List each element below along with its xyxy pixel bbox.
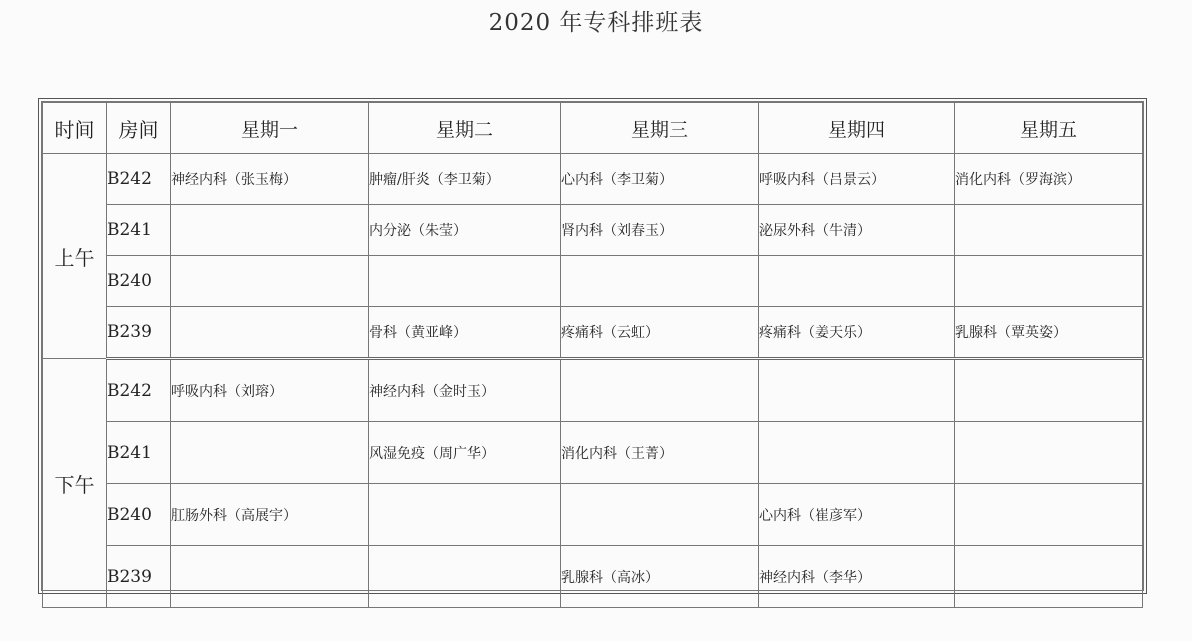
schedule-cell bbox=[171, 205, 369, 256]
schedule-cell: 风湿免疫（周广华） bbox=[369, 422, 561, 484]
schedule-cell bbox=[561, 484, 759, 546]
room-cell: B240 bbox=[107, 484, 171, 546]
table-row bbox=[43, 484, 1143, 546]
table-row bbox=[43, 205, 1143, 256]
schedule-cell bbox=[955, 422, 1143, 484]
header-thursday: 星期四 bbox=[759, 103, 955, 154]
schedule-cell bbox=[955, 205, 1143, 256]
schedule-cell bbox=[171, 546, 369, 608]
schedule-cell: 消化内科（罗海滨） bbox=[955, 154, 1143, 205]
header-tuesday: 星期二 bbox=[369, 103, 561, 154]
schedule-cell: 心内科（崔彦军） bbox=[759, 484, 955, 546]
schedule-cell bbox=[759, 359, 955, 422]
room-cell: B240 bbox=[107, 256, 171, 307]
period-morning: 上午 bbox=[43, 154, 107, 359]
table-row bbox=[43, 359, 1143, 422]
schedule-cell: 呼吸内科（刘瑢） bbox=[171, 359, 369, 422]
schedule-cell: 骨科（黄亚峰） bbox=[369, 307, 561, 359]
schedule-cell: 肛肠外科（高展宇） bbox=[171, 484, 369, 546]
room-cell: B239 bbox=[107, 546, 171, 608]
table-row bbox=[43, 422, 1143, 484]
schedule-cell bbox=[171, 422, 369, 484]
schedule-cell bbox=[171, 307, 369, 359]
schedule-cell: 呼吸内科（吕景云） bbox=[759, 154, 955, 205]
header-wednesday: 星期三 bbox=[561, 103, 759, 154]
schedule-cell bbox=[369, 546, 561, 608]
room-cell: B242 bbox=[107, 154, 171, 205]
schedule-cell: 乳腺科（覃英姿） bbox=[955, 307, 1143, 359]
schedule-cell: 神经内科（李华） bbox=[759, 546, 955, 608]
schedule-cell: 神经内科（张玉梅） bbox=[171, 154, 369, 205]
room-cell: B241 bbox=[107, 205, 171, 256]
header-friday: 星期五 bbox=[955, 103, 1143, 154]
schedule-cell: 内分泌（朱莹） bbox=[369, 205, 561, 256]
room-cell: B239 bbox=[107, 307, 171, 359]
schedule-cell bbox=[759, 422, 955, 484]
schedule-cell bbox=[171, 256, 369, 307]
table-row bbox=[43, 256, 1143, 307]
header-row bbox=[43, 103, 1143, 154]
schedule-cell: 神经内科（金时玉） bbox=[369, 359, 561, 422]
room-cell: B242 bbox=[107, 359, 171, 422]
table-row bbox=[43, 154, 1143, 205]
schedule-cell: 消化内科（王菁） bbox=[561, 422, 759, 484]
schedule-cell: 肾内科（刘春玉） bbox=[561, 205, 759, 256]
schedule-cell bbox=[561, 256, 759, 307]
schedule-cell bbox=[955, 484, 1143, 546]
period-afternoon: 下午 bbox=[43, 359, 107, 608]
table-row bbox=[43, 546, 1143, 608]
schedule-cell bbox=[955, 546, 1143, 608]
schedule-cell bbox=[955, 256, 1143, 307]
header-monday: 星期一 bbox=[171, 103, 369, 154]
schedule-table-frame bbox=[38, 98, 1147, 594]
schedule-cell bbox=[561, 359, 759, 422]
schedule-cell: 疼痛科（姜天乐） bbox=[759, 307, 955, 359]
page-title: 2020 年专科排班表 bbox=[488, 10, 704, 36]
schedule-cell bbox=[759, 256, 955, 307]
schedule-cell: 泌尿外科（牛清） bbox=[759, 205, 955, 256]
header-period: 时间 bbox=[43, 103, 107, 154]
schedule-cell: 疼痛科（云虹） bbox=[561, 307, 759, 359]
schedule-cell bbox=[369, 484, 561, 546]
header-room: 房间 bbox=[107, 103, 171, 154]
schedule-cell: 肿瘤/肝炎（李卫菊） bbox=[369, 154, 561, 205]
schedule-table bbox=[42, 102, 1143, 608]
table-row bbox=[43, 307, 1143, 359]
schedule-cell bbox=[955, 359, 1143, 422]
room-cell: B241 bbox=[107, 422, 171, 484]
schedule-cell bbox=[369, 256, 561, 307]
schedule-cell: 心内科（李卫菊） bbox=[561, 154, 759, 205]
schedule-cell: 乳腺科（高冰） bbox=[561, 546, 759, 608]
